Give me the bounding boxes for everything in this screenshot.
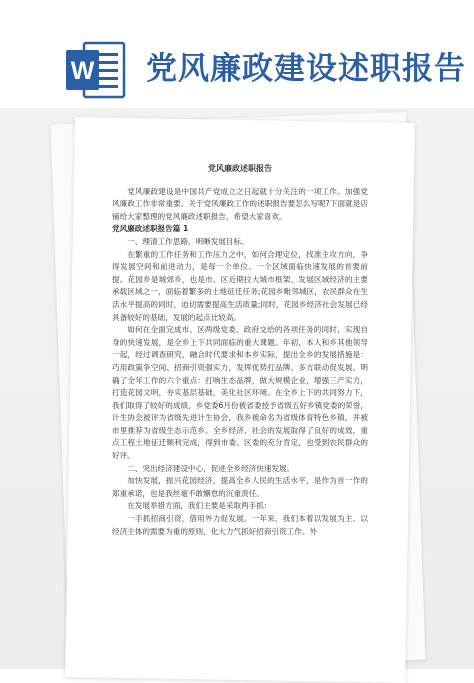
document-paragraph: 一手抓招商引资，借用外力促发展。一年来，我们本着以发展为主、以经济主体的需要为重的原则，化大力气抓好招商引资工作。外 bbox=[112, 514, 368, 536]
document-paragraph: 党风廉政建设是中国共产党成立之日起就十分关注的一项工作。加强党风廉政工作非常重要。关于党风廉政工作的述职报告要怎么写呢?下面就是店铺给大家整理的党风廉政述职报告，希望大家喜欢。 bbox=[112, 186, 368, 221]
document-content bbox=[112, 163, 368, 538]
document-paragraph: 一、理清工作思路，明晰发展目标。 bbox=[127, 236, 249, 246]
document-paragraph: 加快发展，振兴花园经济，提高全乡人民的生活水平，是作为首一作的郑重承诺，也是我丝毫不敢懈怠的沉重责任。 bbox=[112, 476, 368, 498]
document-paragraph: 在繁重的工作任务和工作压力之中，如何合理定位，找准主攻方向，争得发展空间和前进动力，是每一个单位、一个区域面临快速发展的首要前提。花园乡是城郊乡，也是市、区近期拉大城市框架、发展区域经济的主要承载区域之一，面临着繁多的土地征迁任务;花园乡毗邻城区，农民群众在生活水平提高的同时，迫切需要提高生活质量;同时，花园乡经济社会发展已经具备较好的基础，发展的起点比较高。 bbox=[112, 249, 368, 322]
word-icon-letter: W bbox=[70, 57, 95, 85]
page-title: 党风廉政建设述职报告 bbox=[146, 51, 466, 87]
document-paragraph: 二、突出经济建设中心，促进全乡经济快速发展。 bbox=[127, 463, 295, 473]
document-title: 党风廉政述职报告 bbox=[208, 164, 272, 173]
document-paragraph: 在发展举措方面，我们主要是采取两手抓： bbox=[127, 501, 272, 511]
document-section-heading: 党风廉政述职报告篇 1 bbox=[112, 224, 189, 234]
word-document-icon bbox=[66, 41, 126, 99]
header-banner bbox=[0, 0, 474, 120]
document-paragraph: 如何在全面完成市、区两级党委、政府交给的各项任务的同时，实现自身的快速发展，是全乡上下共同面临的重大课题。年初，本人和乡其他领导一起，经过调查研究，融合时代要求和本乡实际，提出全乡的发展措施是：巧用政策争空间、招商引资强实力，发挥优势打品牌、多方联动促发展。明确了全年工作的六个重点：打响生态品牌，做大规模企业，增强三产实力，打造花园文明，夯实基层基础，美化社区环境。在全乡上下的共同努力下，我们取得了较好的成绩，乡党委6月份被省委授予省级五好乡镇党委的荣誉，计生协会被评为省级先进计生协会，我乡被命名为省级体育特色乡镇，并被市里推荐为省级生态示范乡。全乡经济、社会的发展取得了良好的成效，重点工程土地征迁顺利完成，得到市委、区委的充分肯定，也受到农民群众的好评。 bbox=[112, 325, 368, 461]
